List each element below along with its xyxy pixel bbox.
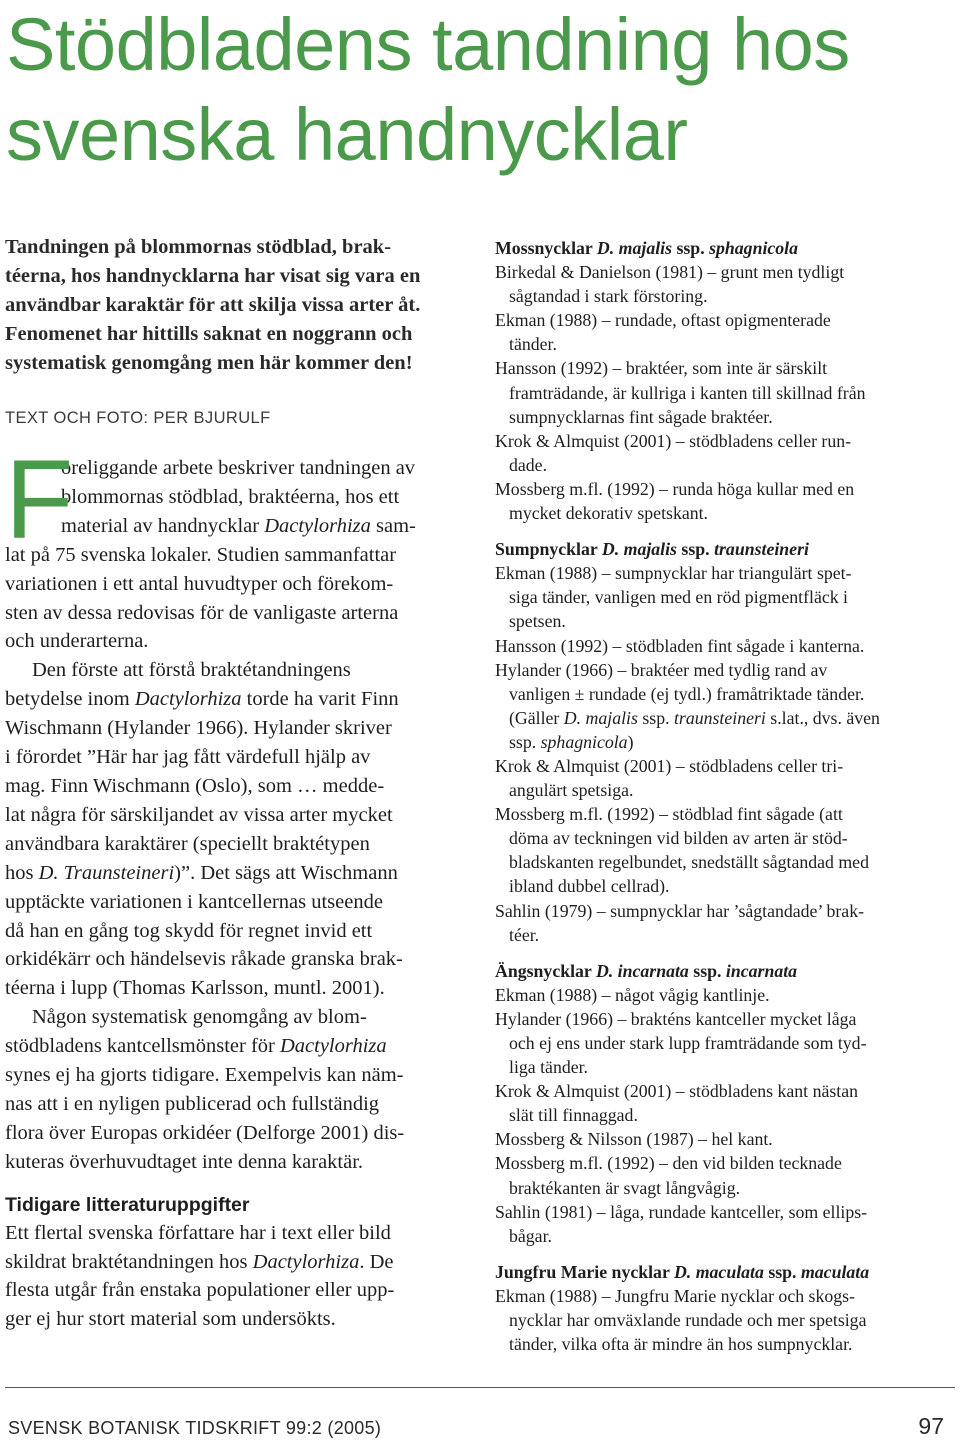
paragraph-systematic: [5, 1003, 467, 1176]
lead-line: användbar karaktär för att skilja vissa arter åt.: [5, 294, 421, 316]
text-line: och underarterna.: [5, 630, 149, 653]
text-line: Krok & Almquist (2001) – stödbladens celler tri-: [495, 755, 844, 776]
text-line: flesta utgår från enstaka populationer eller upp-: [5, 1279, 395, 1302]
text-line: Sahlin (1979) – sumpnycklar har ’sågtandade’ brak-: [495, 900, 865, 921]
text-line: nas att i en nyligen publicerad och fullständig: [5, 1092, 380, 1115]
species-block-sumpnycklar: [495, 537, 955, 947]
text-line: Birkedal & Danielson (1981) – grunt men tydligt: [495, 262, 845, 283]
text-line: öreliggande arbete beskriver tandningen av: [61, 457, 416, 479]
text-line: material av handnycklar Dactylorhiza sam-: [61, 514, 416, 537]
species-heading: Ängsnycklar D. incarnata ssp. incarnata: [495, 960, 798, 981]
text-line: braktékanten är svagt långvågig.: [509, 1177, 741, 1198]
paragraph-wischmann: [5, 656, 467, 1003]
text-line: upptäckte variationen i kantcellernas utseende: [5, 890, 383, 913]
text-line: Ekman (1988) – något vågig kantlinje.: [495, 984, 770, 1005]
text-line: orkidékärr och händelsevis råkade granska brak-: [5, 948, 403, 971]
text-line: döma av teckningen vid bilden av arten är stöd-: [509, 828, 848, 849]
text-line: lat några för särskiljandet av vissa arter mycket: [5, 803, 393, 826]
text-line: Mossberg m.fl. (1992) – den vid bilden tecknade: [495, 1153, 842, 1174]
page-number: 97: [918, 1413, 944, 1439]
lead-paragraph: [5, 233, 467, 378]
text-line: Ett flertal svenska författare har i text eller bild: [5, 1221, 391, 1244]
text-line: och ej ens under stark lupp framträdande som tyd-: [509, 1033, 867, 1053]
text-line: då han en gång tog skydd för regnet invid ett: [5, 919, 373, 942]
text-line: vanligen ± rundade (ej tydl.) framåtriktade tänder.: [509, 683, 865, 704]
text-line: dade.: [509, 454, 548, 475]
lead-line: Fenomenet har hittills saknat en noggrann och: [5, 323, 413, 345]
section-heading: Tidigare litteraturuppgifter: [5, 1193, 250, 1216]
text-line: Sahlin (1981) – låga, rundade kantceller, som ellips-: [495, 1201, 868, 1222]
species-heading: Jungfru Marie nycklar D. maculata ssp. maculata: [495, 1261, 870, 1282]
text-line: Hylander (1966) – braktéer med tydlig rand av: [495, 659, 828, 680]
text-line: skildrat braktétandningen hos Dactylorhiza. De: [5, 1250, 394, 1273]
text-line: téerna i lupp (Thomas Karlsson, muntl. 2001).: [5, 977, 385, 1000]
intro-paragraph: [5, 437, 467, 656]
text-line: betydelse inom Dactylorhiza torde ha varit Finn: [5, 688, 399, 711]
lead-line: systematisk genomgång men här kommer den!: [5, 352, 413, 374]
text-line: Ekman (1988) – sumpnycklar har triangulärt spet-: [495, 563, 852, 584]
text-line: Hylander (1966) – brakténs kantceller mycket låga: [495, 1008, 857, 1029]
text-line: Krok & Almquist (2001) – stödbladens celler run-: [495, 430, 852, 451]
footer-divider: [5, 1387, 955, 1388]
text-line: lat på 75 svenska lokaler. Studien sammanfattar: [5, 543, 397, 566]
species-block-mossnycklar: [495, 236, 955, 525]
text-line: nycklar har omväxlande rundade och mer spetsiga: [509, 1310, 867, 1331]
text-line: Mossberg m.fl. (1992) – stödblad fint sågade (att: [495, 804, 843, 825]
text-line: Den förste att förstå braktétandningens: [32, 659, 351, 682]
species-heading: Sumpnycklar D. majalis ssp. traunsteineri: [495, 539, 809, 560]
text-line: siga tänder, vanligen med en röd pigmentfläck i: [509, 587, 848, 608]
text-line: sumpnycklarnas fint sågade braktéer.: [509, 406, 773, 427]
journal-name: SVENSK BOTANISK TIDSKRIFT 99:2 (2005): [8, 1418, 382, 1438]
text-line: ibland dubbel cellrad).: [509, 876, 670, 897]
text-line: angulärt spetsiga.: [509, 780, 634, 801]
lead-line: téerna, hos handnycklarna har visat sig vara en: [5, 265, 421, 287]
text-line: (Gäller D. majalis ssp. traunsteineri s.lat., dvs. även: [509, 707, 880, 728]
paragraph-literature: [5, 1219, 467, 1335]
text-line: sågtandad i stark förstoring.: [509, 286, 708, 307]
title-line-1: Stödbladens tandning hos: [6, 3, 850, 86]
text-line: téer.: [509, 924, 540, 945]
article-title: [6, 0, 956, 180]
text-line: tänder, vilka ofta är mindre än hos sumpnycklar.: [509, 1334, 853, 1355]
text-line: bågar.: [509, 1225, 552, 1246]
left-column: [5, 233, 467, 1334]
text-line: variationen i ett antal huvudtyper och förekom-: [5, 572, 394, 595]
text-line: Ekman (1988) – rundade, oftast opigmenterade: [495, 310, 831, 331]
text-line: liga tänder.: [509, 1057, 588, 1078]
text-line: sten av dessa redovisas för de vanligaste arterna: [5, 601, 399, 624]
text-line: Mossberg m.fl. (1992) – runda höga kullar med en: [495, 478, 855, 499]
text-line: Hansson (1992) – braktéer, som inte är särskilt: [495, 358, 828, 379]
text-line: slät till finnaggad.: [509, 1105, 638, 1126]
text-line: Krok & Almquist (2001) – stödbladens kant nästan: [495, 1081, 858, 1102]
text-line: tänder.: [509, 334, 557, 355]
species-heading: Mossnycklar D. majalis ssp. sphagnicola: [495, 238, 799, 258]
text-line: Ekman (1988) – Jungfru Marie nycklar och skogs-: [495, 1285, 855, 1306]
text-line: stödbladens kantcellsmönster för Dactylorhiza: [5, 1035, 387, 1058]
text-line: synes ej ha gjorts tidigare. Exempelvis kan näm-: [5, 1064, 404, 1087]
text-line: Hansson (1992) – stödbladen fint sågade i kanterna.: [495, 635, 865, 656]
text-line: i förordet ”Här har jag fått värdefull hjälp av: [5, 746, 371, 769]
text-line: Mossberg & Nilsson (1987) – hel kant.: [495, 1129, 773, 1150]
text-line: mycket dekorativ spetskant.: [509, 503, 708, 524]
species-block-angsnycklar: [495, 959, 955, 1248]
right-column: [495, 236, 955, 1368]
text-line: blommornas stödblad, braktéerna, hos ett: [61, 485, 400, 508]
text-line: framträdande, är kullriga i kanten till skillnad från: [509, 382, 866, 403]
text-line: spetsen.: [509, 611, 566, 632]
text-line: användbara karaktärer (speciellt braktétypen: [5, 832, 370, 855]
text-line: kuteras överhuvudtaget inte denna karaktär.: [5, 1150, 364, 1173]
text-line: hos D. Traunsteineri)”. Det sägs att Wischmann: [5, 861, 398, 884]
text-line: Någon systematisk genomgång av blom-: [32, 1006, 367, 1029]
text-line: mag. Finn Wischmann (Oslo), som … medde-: [5, 774, 385, 797]
byline: TEXT OCH FOTO: PER BJURULF: [5, 409, 271, 427]
text-line: flora över Europas orkidéer (Delforge 2001) dis-: [5, 1121, 405, 1144]
lead-line: Tandningen på blommornas stödblad, brak-: [5, 236, 392, 258]
text-line: Wischmann (Hylander 1966). Hylander skriver: [5, 717, 392, 740]
title-line-2: svenska handnycklar: [6, 93, 688, 176]
text-line: ger ej hur stort material som undersökts.: [5, 1308, 336, 1331]
text-line: bladskanten regelbundet, snedställt sågtandad med: [509, 852, 869, 873]
species-block-jungfru-marie: [495, 1260, 955, 1356]
drop-cap: F: [5, 437, 74, 562]
text-line: ssp. sphagnicola): [509, 731, 634, 752]
